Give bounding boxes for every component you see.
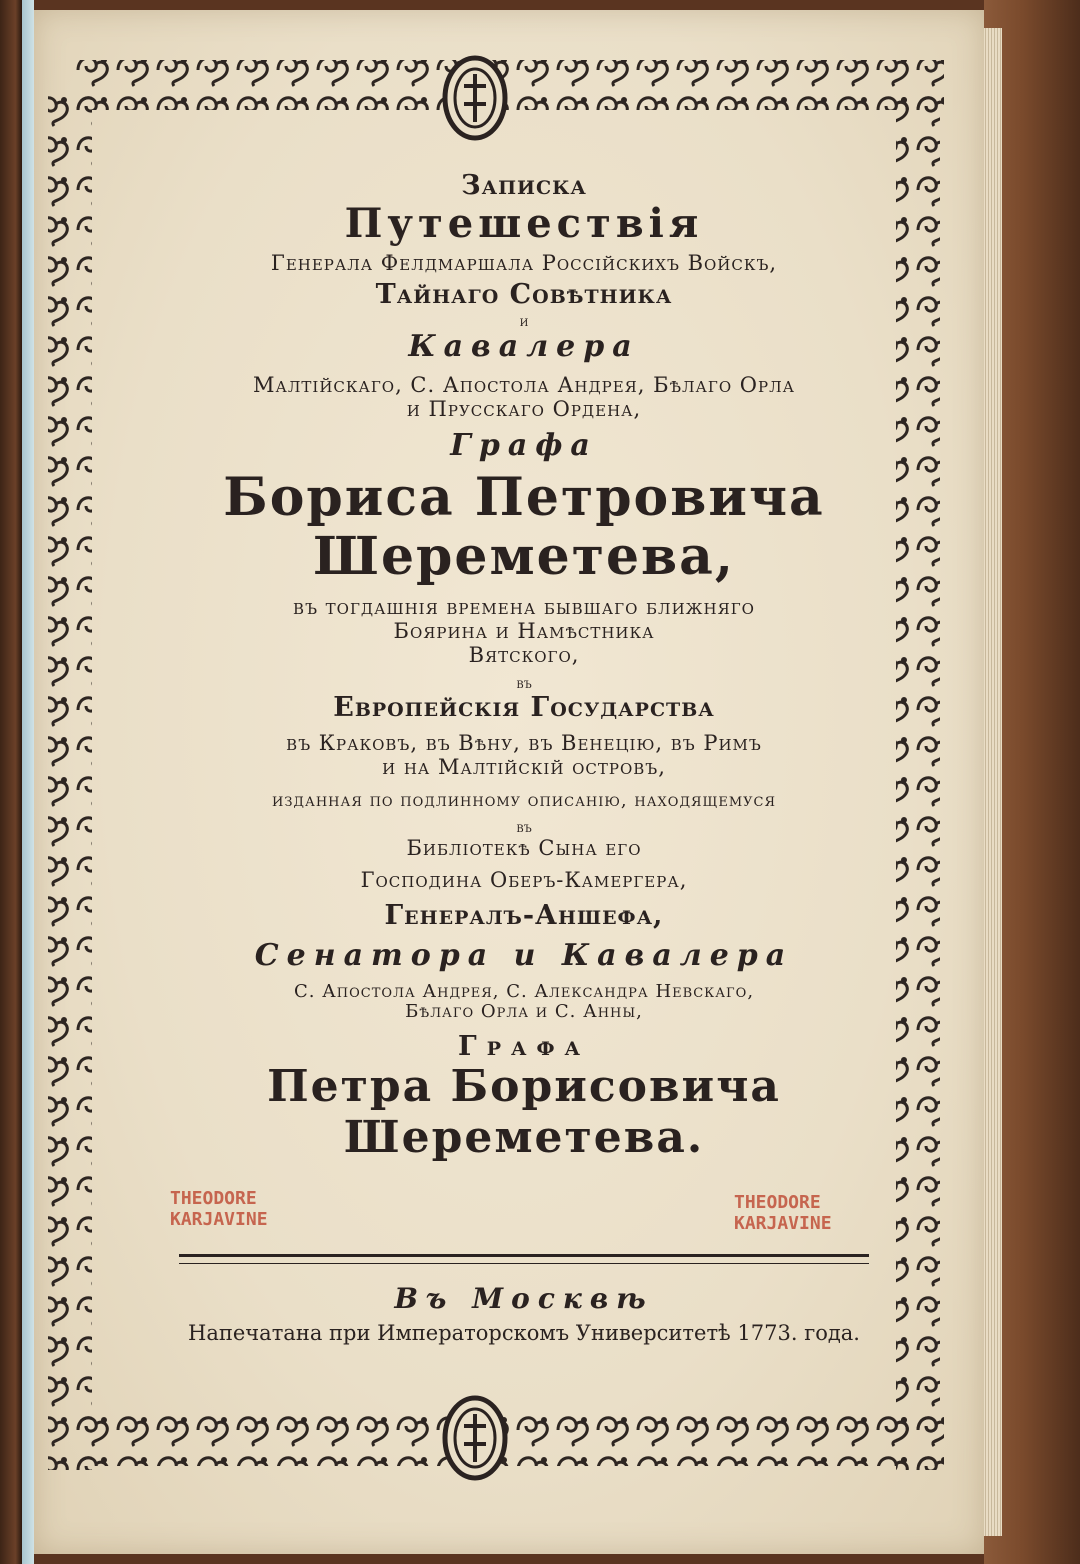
stamp-line: KARJAVINE: [170, 1209, 268, 1230]
title-line: Бориса Петровича: [223, 466, 825, 528]
book-cover-left: [0, 0, 22, 1564]
stamp-line: THEODORE: [170, 1188, 257, 1209]
title-line: Путешествія: [344, 200, 704, 248]
title-line: Петра Борисовича: [267, 1061, 781, 1113]
title-line: Шереметева,: [313, 526, 735, 588]
endpaper-strip: [22, 0, 34, 1564]
coat-of-arms-top-icon: [445, 58, 505, 138]
divider-rule: [179, 1254, 869, 1264]
title-line: Библіотекѣ Сына его: [406, 835, 642, 860]
title-line: С. Апостола Андрея, С. Александра Невскаго,: [293, 980, 755, 1002]
library-stamp-left: [170, 1188, 268, 1230]
title-line: Тайнаго Совѣтника: [375, 279, 673, 311]
title-line: Графа: [450, 428, 598, 464]
library-stamp-right: [734, 1192, 832, 1234]
title-line: Генералъ-Аншефа,: [384, 900, 664, 932]
title-text-block: [154, 170, 894, 1163]
stamp-line: KARJAVINE: [734, 1213, 832, 1234]
title-line: Кавалера: [408, 329, 640, 365]
imprint-press: Напечатана при Императорскомъ Университетѣ 1773. года.: [188, 1321, 860, 1345]
title-line: Записка: [461, 170, 587, 201]
title-line: Вятского,: [468, 643, 580, 668]
title-line: Генерала Фелдмаршала Россійскихъ Войскъ,: [270, 251, 778, 276]
title-line: Боярина и Намѣстника: [393, 619, 655, 644]
title-line: Сенатора и Кавалера: [254, 938, 794, 974]
imprint: [154, 1282, 894, 1345]
title-line: въ тогдашнія времена бывшаго ближняго: [293, 595, 755, 620]
title-line: Шереметева.: [343, 1111, 705, 1163]
title-line: изданная по подлинному описанію, находящемуся: [271, 790, 776, 812]
imprint-city: Въ Москвѣ: [394, 1282, 654, 1315]
frame-bottom: [74, 1414, 944, 1466]
title-line: и на Малтійскій островъ,: [382, 754, 666, 779]
frame-left: [48, 90, 92, 1470]
title-line: Малтійскаго, С. Апостола Андрея, Бѣлаго Орла: [253, 372, 795, 397]
title-line: въ: [516, 675, 532, 692]
frame-right: [896, 90, 940, 1470]
title-line: и Прусскаго Ордена,: [406, 396, 642, 421]
stamp-line: THEODORE: [734, 1192, 821, 1213]
title-line: Господина Оберъ-Камергера,: [360, 867, 688, 892]
frame-top: [74, 60, 944, 110]
title-line: въ: [516, 819, 532, 836]
title-line: Бѣлаго Орла и С. Анны,: [405, 1001, 643, 1023]
title-line: въ Краковъ, въ Вѣну, въ Венецію, въ Римъ: [286, 730, 762, 755]
coat-of-arms-bottom-icon: [445, 1398, 505, 1478]
title-page: [34, 10, 984, 1554]
title-line: и: [519, 314, 529, 331]
title-line: Графа: [458, 1031, 590, 1063]
title-line: Европейскія Государства: [333, 691, 715, 723]
